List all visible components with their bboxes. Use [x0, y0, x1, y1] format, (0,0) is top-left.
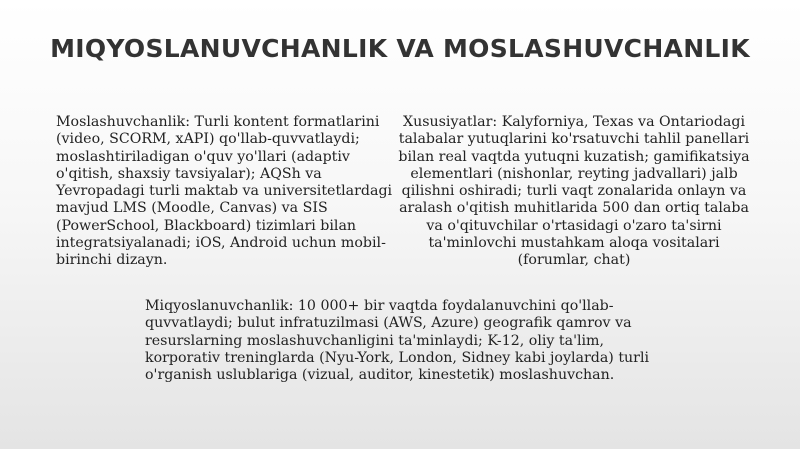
slide-title: MIQYOSLANUVCHANLIK VA MOSLASHUVCHANLIK: [50, 34, 750, 63]
features-text: Xususiyatlar: Kalyforniya, Texas va Ontariodagi talabalar yutuqlarini ko'rsatuvchi tahlil panellari bilan real vaqtda yutuqni kuzatish; gamifikatsiya elementlari (nishonlar, reyting jadvallari) jalb qilishni oshiradi; turli vaqt zonalarida onlayn va aralash o'qitish muhitlarida 500 dan ortiq talaba va o'qituvchilar o'rtasidagi o'zaro ta'sirni ta'minlovchi mustahkam aloqa vositalari (forumlar, chat): [398, 114, 750, 269]
scalability-text: Miqyoslanuvchanlik: 10 000+ bir vaqtda foydalanuvchini qo'llab-quvvatlaydi; bulut infratuzilmasi (AWS, Azure) geografik qamrov va resurslarning moslashuvchanligini ta'minlaydi; K-12, oliy ta'lim, korporativ treninglarda (Nyu-York, London, Sidney kabi joylarda) turli o'rganish uslublariga (vizual, auditor, kinestetik) moslashuvchan.: [145, 298, 650, 384]
flexibility-text: Moslashuvchanlik: Turli kontent formatlarini (video, SCORM, xAPI) qo'llab-quvvatlaydi; moslashtiriladigan o'quv yo'llari (adaptiv o'qitish, shaxsiy tavsiyalar); AQSh va Yevropadagi turli maktab va universitetlardagi mavjud LMS (Moodle, Canvas) va SIS (PowerSchool, Blackboard) tizimlari bilan integratsiyalanadi; iOS, Android uchun mobil-birinchi dizayn.: [56, 114, 393, 269]
